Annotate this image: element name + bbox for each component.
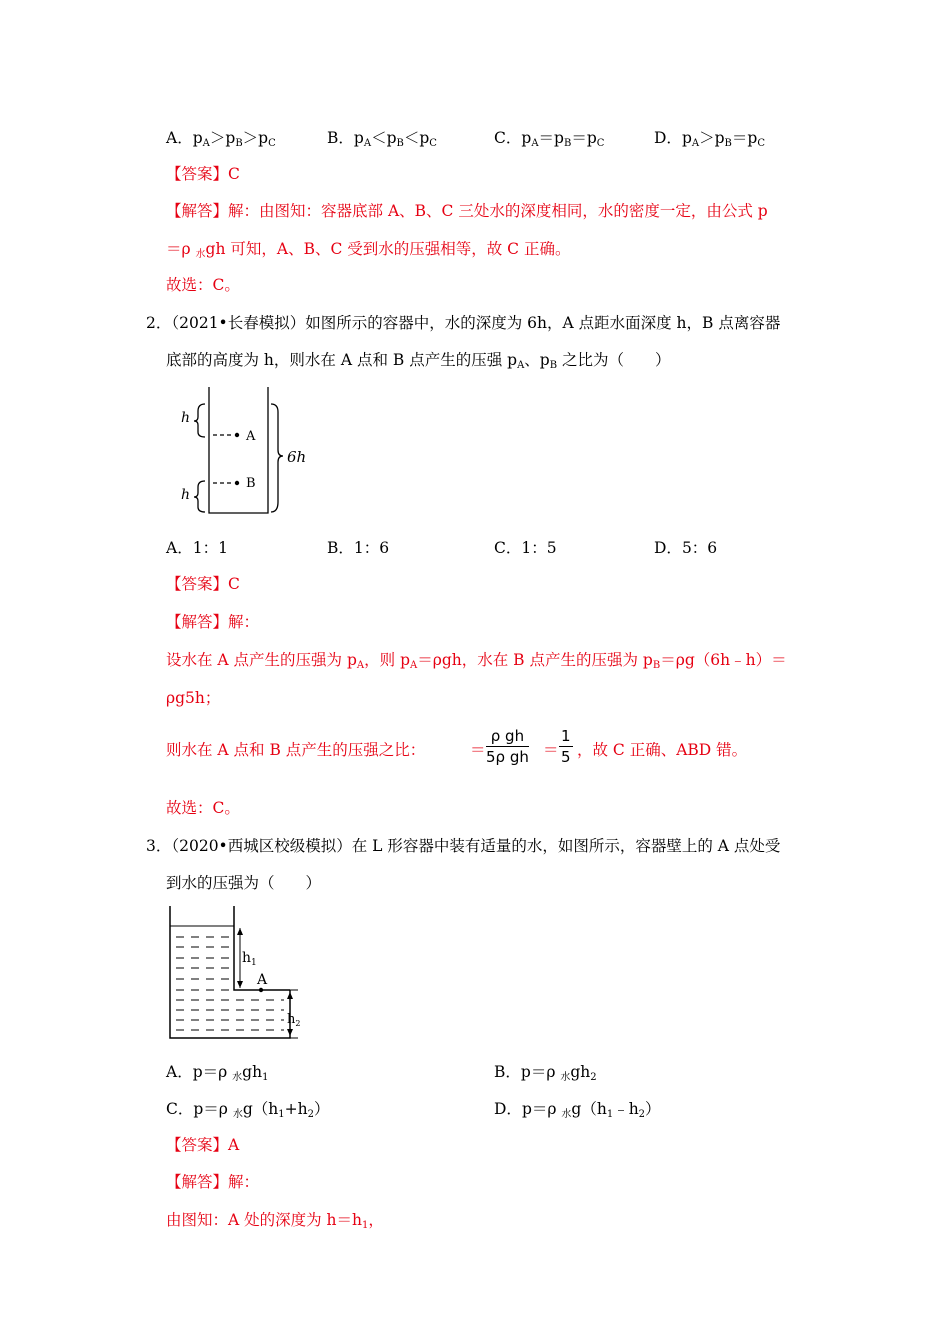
q2-container-figure [170,384,320,519]
q3-answer: 【答案】A [166,1136,240,1154]
q3-option-c: C．p＝ρ $_水g(h_1+h_2)$ [166,1100,330,1120]
q3-l-container-figure [166,904,306,1044]
q2-label-h-bottom: h [181,487,191,503]
q2-solution-line1: 设水在 A 点产生的压强为 $p_A$，则 $p_A=\rho gh$，水在 B 点产生的压强为 $p_B=\rho g(6h﹣h)=$ [166,651,787,671]
q1-conclusion: 故选：C。 [166,276,240,294]
q2-option-d: D．5：6 [654,539,718,557]
q3-point-a-marker [259,988,263,992]
q2-point-a-marker [235,433,239,437]
q2-ratio-den2: 5 [561,748,571,766]
q1-option-d: D．$p_A>p_B=p_C$ [654,129,765,149]
q2-container-walls [209,387,268,513]
q2-option-b: B．1：6 [327,539,390,557]
q3-option-d: D．p＝ρ $_水g(h_1﹣h_2)$ [494,1100,661,1120]
q1-option-c: C．$p_A=p_B=p_C$ [494,129,605,149]
q2-brace-total [271,404,283,512]
q2-ratio-num1: ρ gh [486,727,529,747]
q2-brace-bottom [194,481,205,512]
q2-ratio-fraction1 [486,727,529,766]
q2-ratio-eq1: ＝ [470,741,486,759]
q2-ratio-fraction2 [559,727,573,766]
q2-solution-line2: ρg5h； [166,689,221,707]
q2-ratio-num2: 1 [561,727,571,745]
q2-ratio-prefix: 则水在 A 点和 B 点产生的压强之比： [166,741,426,759]
q2-brace-top [194,404,205,437]
q3-solution-line1: 由图知：A 处的深度为 $h=h_1$， [166,1211,384,1231]
q2-stem-line2: 底部的高度为 h，则水在 A 点和 B 点产生的压强 $p_A$、$p_B$ 之比为（ ） [166,351,671,371]
q3-stem-line1: 3．（2020•西城区校级模拟）在 L 形容器中装有适量的水，如图所示，容器壁上的 A 点处受 [146,837,781,855]
q3-solution-head: 【解答】解： [166,1173,260,1191]
q3-label-h2: $h_2$ [287,1012,301,1028]
q2-label-6h: 6h [287,448,307,466]
q2-solution-head: 【解答】解： [166,613,260,631]
q2-ratio-suffix: ，故 C 正确、ABD 错。 [577,741,748,759]
q2-option-a: A．1：1 [166,539,228,557]
q1-solution-line2: ＝ρ $_水$gh 可知，A、B、C 受到水的压强相等，故 C 正确。 [166,240,571,260]
q2-label-b: B [246,476,256,491]
q3-label-h1: $h_1$ [242,950,257,968]
q2-ratio-eq2: ＝ [543,741,559,759]
q2-ratio-den1: 5ρ gh [486,748,529,766]
q1-option-a: A．$p_A>p_B>p_C$ [166,129,276,149]
q3-option-a: A．p＝ρ $_水gh_1$ [166,1063,269,1083]
q2-option-c: C．1：5 [494,539,557,557]
q2-label-a: A [246,429,256,444]
q1-answer: 【答案】C [166,165,240,183]
q1-solution-line1: 【解答】解：由图知：容器底部 A、B、C 三处水的深度相同，水的密度一定，由公式 p [166,202,768,220]
q3-stem-line2: 到水的压强为（ ） [166,874,322,892]
q2-answer: 【答案】C [166,575,240,593]
q2-conclusion: 故选：C。 [166,799,240,817]
q3-option-b: B．p＝ρ $_水gh_2$ [494,1063,597,1083]
q3-label-a: A [257,972,268,988]
q1-option-b: B．$p_A<p_B<p_C$ [327,129,437,149]
q2-stem-line1: 2．（2021•长春模拟）如图所示的容器中，水的深度为 6h，A 点距水面深度 h，B 点离容器 [146,314,781,332]
q2-point-b-marker [235,481,239,485]
q2-label-h-top: h [181,410,191,426]
